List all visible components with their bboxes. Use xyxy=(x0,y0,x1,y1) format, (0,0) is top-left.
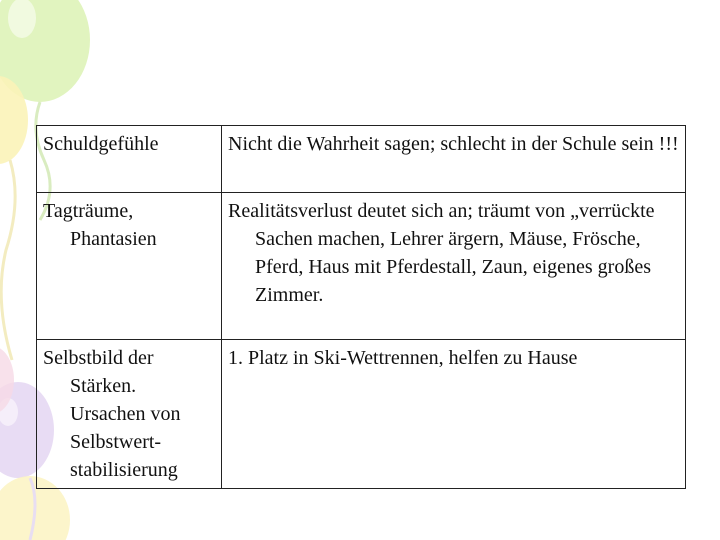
row-description: 1. Platz in Ski-Wettrennen, helfen zu Hause xyxy=(228,347,578,369)
table-cell-label xyxy=(37,126,222,193)
row-label: Selbstbild der Stärken. Ursachen von Selbstwert-stabilisierung xyxy=(43,347,181,481)
row-label: Schuldgefühle xyxy=(43,133,159,155)
row-description: Realitätsverlust deutet sich an; träumt von „verrückte Sachen machen, Lehrer ärgern, Mäuse, Frösche, Pferd, Haus mit Pferdestall, Zaun, eigenes großes Zimmer. xyxy=(228,200,655,306)
table-row xyxy=(37,193,686,340)
pink-balloon-graphic xyxy=(0,346,14,414)
row-description: Nicht die Wahrheit sagen; schlecht in der Schule sein !!! xyxy=(228,133,679,155)
table-row xyxy=(37,340,686,489)
table-cell-description xyxy=(222,126,686,193)
yellow-balloon-graphic xyxy=(0,76,28,360)
content-table xyxy=(36,125,686,489)
table-cell-label xyxy=(37,340,222,489)
table-row xyxy=(37,126,686,193)
table-cell-description xyxy=(222,193,686,340)
table-cell-label xyxy=(37,193,222,340)
row-label: Tagträume, Phantasien xyxy=(43,200,157,250)
table-cell-description xyxy=(222,340,686,489)
